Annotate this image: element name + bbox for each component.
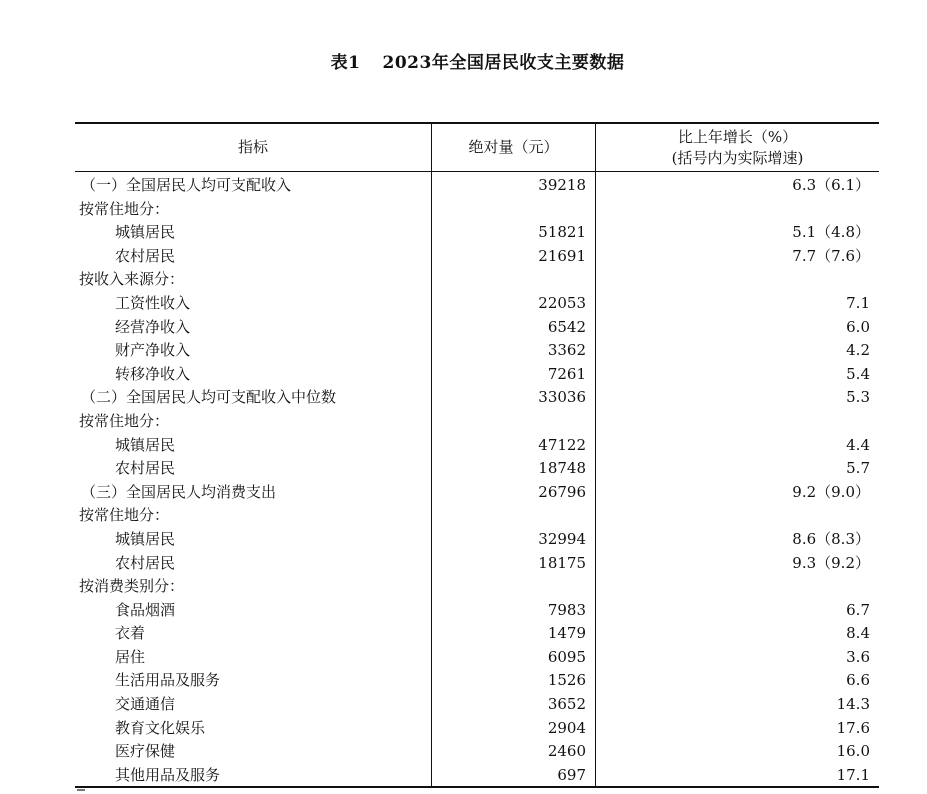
row-growth-value: 9.3（9.2） bbox=[792, 553, 870, 572]
table-row bbox=[75, 599, 879, 623]
table-group-row bbox=[75, 410, 879, 434]
row-absolute-value: 51821 bbox=[538, 223, 586, 242]
table-row bbox=[75, 669, 879, 693]
column-header-absolute: 绝对量（元） bbox=[468, 138, 559, 156]
footnote-mark bbox=[77, 789, 85, 791]
row-indicator: 按常住地分： bbox=[79, 199, 170, 218]
table-title-text: 2023年全国居民收支主要数据 bbox=[382, 53, 625, 73]
row-growth-value: 9.2（9.0） bbox=[792, 482, 870, 501]
row-indicator: 工资性收入 bbox=[115, 293, 191, 312]
row-growth-value: 17.1 bbox=[836, 765, 870, 784]
row-indicator: （二）全国居民人均可支配收入中位数 bbox=[81, 388, 337, 407]
row-growth-value: 4.2 bbox=[846, 341, 870, 360]
row-absolute-value: 47122 bbox=[538, 435, 586, 454]
table-number: 表1 bbox=[330, 53, 361, 73]
table-row bbox=[75, 764, 879, 788]
row-indicator: 城镇居民 bbox=[115, 529, 176, 548]
table-row bbox=[75, 552, 879, 576]
row-absolute-value: 39218 bbox=[538, 176, 586, 194]
table-row bbox=[75, 245, 879, 269]
row-absolute-value: 2460 bbox=[547, 742, 586, 761]
row-indicator: 转移净收入 bbox=[115, 364, 191, 383]
table-row bbox=[75, 386, 879, 410]
row-indicator: 城镇居民 bbox=[115, 435, 176, 454]
row-growth-value: 5.4 bbox=[846, 364, 870, 383]
row-growth-value: 8.4 bbox=[846, 624, 870, 643]
row-indicator: 农村居民 bbox=[115, 459, 176, 478]
row-absolute-value: 18748 bbox=[538, 459, 586, 478]
row-indicator: 医疗保健 bbox=[115, 742, 176, 761]
row-growth-value: 5.1（4.8） bbox=[792, 223, 870, 242]
row-growth-value: 5.3 bbox=[846, 388, 870, 407]
table-row bbox=[75, 316, 879, 340]
row-indicator: 农村居民 bbox=[115, 553, 176, 572]
column-header-growth-line1: 比上年增长（%） bbox=[677, 127, 798, 146]
table-body bbox=[75, 174, 879, 787]
row-indicator: 交通通信 bbox=[115, 695, 176, 714]
row-growth-value: 6.3（6.1） bbox=[792, 176, 870, 194]
row-growth-value: 17.6 bbox=[836, 718, 870, 737]
column-header-indicator: 指标 bbox=[237, 138, 268, 156]
table-row bbox=[75, 457, 879, 481]
row-absolute-value: 1479 bbox=[547, 624, 586, 643]
row-absolute-value: 7261 bbox=[547, 364, 586, 383]
row-absolute-value: 6095 bbox=[547, 647, 586, 666]
row-absolute-value: 26796 bbox=[538, 482, 586, 501]
row-absolute-value: 2904 bbox=[547, 718, 586, 737]
row-indicator: 居住 bbox=[115, 647, 146, 666]
row-absolute-value: 22053 bbox=[538, 293, 586, 312]
row-growth-value: 4.4 bbox=[846, 435, 870, 454]
row-growth-value: 7.7（7.6） bbox=[792, 246, 870, 265]
table-group-row bbox=[75, 198, 879, 222]
row-indicator: 财产净收入 bbox=[115, 341, 191, 360]
row-growth-value: 7.1 bbox=[846, 293, 870, 312]
table-row bbox=[75, 481, 879, 505]
row-indicator: 其他用品及服务 bbox=[115, 765, 221, 784]
row-absolute-value: 3362 bbox=[547, 341, 586, 360]
row-growth-value: 16.0 bbox=[836, 742, 870, 761]
table-row bbox=[75, 646, 879, 670]
row-absolute-value: 6542 bbox=[547, 317, 586, 336]
table-row bbox=[75, 339, 879, 363]
row-growth-value: 8.6（8.3） bbox=[792, 529, 870, 548]
table-row bbox=[75, 622, 879, 646]
row-growth-value: 3.6 bbox=[846, 647, 870, 666]
row-absolute-value: 7983 bbox=[547, 600, 586, 619]
table-title bbox=[0, 48, 927, 73]
table-group-row bbox=[75, 575, 879, 599]
table-row bbox=[75, 292, 879, 316]
row-indicator: （三）全国居民人均消费支出 bbox=[81, 482, 277, 501]
row-growth-value: 6.0 bbox=[846, 317, 870, 336]
row-indicator: 食品烟酒 bbox=[115, 600, 176, 619]
table-group-row bbox=[75, 268, 879, 292]
table-row bbox=[75, 363, 879, 387]
row-growth-value: 5.7 bbox=[846, 459, 870, 478]
table-row bbox=[75, 174, 879, 198]
table-row bbox=[75, 434, 879, 458]
table-row bbox=[75, 717, 879, 741]
row-indicator: 衣着 bbox=[115, 624, 146, 643]
row-absolute-value: 3652 bbox=[547, 695, 586, 714]
row-indicator: （一）全国居民人均可支配收入 bbox=[81, 176, 292, 194]
row-indicator: 经营净收入 bbox=[115, 317, 191, 336]
row-indicator: 农村居民 bbox=[115, 246, 176, 265]
row-indicator: 按常住地分： bbox=[79, 506, 170, 525]
row-indicator: 城镇居民 bbox=[115, 223, 176, 242]
column-header-growth bbox=[596, 124, 879, 171]
row-indicator: 按消费类别分： bbox=[79, 577, 185, 596]
table-header-rule bbox=[75, 171, 879, 172]
table-row bbox=[75, 693, 879, 717]
table-group-row bbox=[75, 504, 879, 528]
table-row bbox=[75, 740, 879, 764]
row-growth-value: 14.3 bbox=[836, 695, 870, 714]
row-absolute-value: 33036 bbox=[538, 388, 586, 407]
row-growth-value: 6.7 bbox=[846, 600, 870, 619]
row-indicator: 按收入来源分： bbox=[79, 270, 185, 289]
table-row bbox=[75, 221, 879, 245]
row-indicator: 生活用品及服务 bbox=[115, 671, 221, 690]
row-indicator: 按常住地分： bbox=[79, 411, 170, 430]
row-absolute-value: 21691 bbox=[538, 246, 586, 265]
row-absolute-value: 697 bbox=[557, 765, 586, 784]
row-absolute-value: 18175 bbox=[538, 553, 586, 572]
table-row bbox=[75, 528, 879, 552]
row-indicator: 教育文化娱乐 bbox=[115, 718, 206, 737]
row-absolute-value: 1526 bbox=[547, 671, 586, 690]
column-header-growth-line2: (括号内为实际增速) bbox=[671, 148, 804, 167]
row-absolute-value: 32994 bbox=[538, 529, 586, 548]
row-growth-value: 6.6 bbox=[846, 671, 870, 690]
